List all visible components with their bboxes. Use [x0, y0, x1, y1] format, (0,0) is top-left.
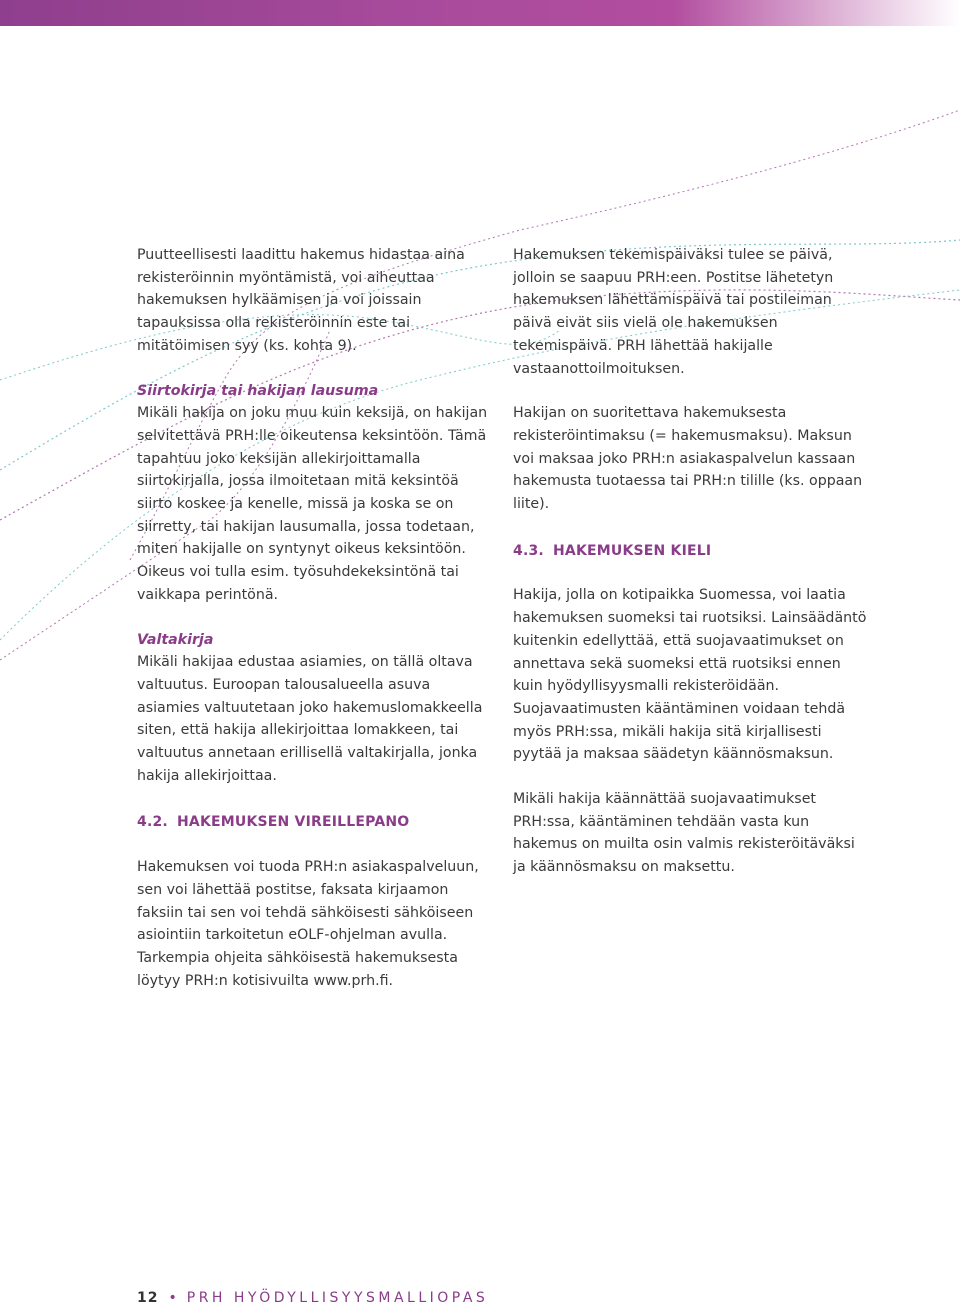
tekemispaiva-paragraph: Hakemuksen tekemispäiväksi tulee se päivä, jolloin se saapuu PRH:een. Postitse lähetetyn hakemuksen lähettämispäivä tai postileiman päivä eivät siis vielä ole hakemuksen tekemispäivä. PRH lähettää hakijalle vastaanottoilmoituksen. [513, 247, 834, 377]
page-footer [137, 1290, 488, 1306]
vireillepano-paragraph: Hakemuksen voi tuoda PRH:n asiakaspalveluun, sen voi lähettää postitse, faksata kirjaamon faksiin tai sen voi tehdä sähköisesti sähköiseen asiointiin tarkoitetun eOLF-ohjelman avulla. Tarkempia ohjeita sähköisestä hakemuksesta löytyy PRH:n kotisivuilta www.prh.fi. [137, 859, 479, 989]
section-number: 4.3. [513, 542, 544, 559]
publication-title: PRH HYÖDYLLISYYSMALLIOPAS [186, 1290, 489, 1306]
subheading-siirtokirja: Siirtokirja tai hakijan lausuma [137, 382, 379, 399]
valtakirja-paragraph: Mikäli hakijaa edustaa asiamies, on tällä oltava valtuutus. Euroopan talousalueella asuva asiamies valtuutetaan joko hakemuslomakkeella siten, että hakija allekirjoittaa lomakkeen, tai valtuutus annetaan erillisellä valtakirjalla, jonka hakija allekirjoittaa. [137, 654, 483, 784]
footer-separator: • [168, 1290, 177, 1306]
section-heading-4-2 [137, 811, 497, 834]
siirtokirja-paragraph: Mikäli hakija on joku muu kuin keksijä, on hakijan selvitettävä PRH:lle oikeutensa keksintöön. Tämä tapahtuu joko keksijän allekirjoittamalla siirtokirjalla, jossa ilmoitetaan mitä keksintöä siirto koskee ja kenelle, missä ja koska se on siirretty, tai hakijan lausumalla, jossa todetaan, miten hakijalle on syntynyt oikeus keksintöön. Oikeus voi tulla esim. työsuhdekeksintönä tai vaikkapa perintönä. [137, 405, 488, 603]
maksu-paragraph: Hakijan on suoritettava hakemuksesta rekisteröintimaksu (= hakemusmaksu). Maksun voi maksaa joko PRH:n asiakaspalvelun kassaan hakemusta tuotaessa tai PRH:n tilille (ks. oppaan liite). [513, 405, 863, 513]
intro-paragraph: Puutteellisesti laadittu hakemus hidastaa aina rekisteröinnin myöntämistä, voi aiheuttaa hakemuksen hylkäämisen ja voi joissain tapauksissa olla rekisteröinnin este tai mitätöimisen syy (ks. kohta 9). [137, 247, 465, 354]
section-title: HAKEMUKSEN KIELI [553, 542, 712, 559]
section-number: 4.2. [137, 814, 168, 831]
subheading-valtakirja: Valtakirja [137, 631, 214, 648]
page-number: 12 [137, 1290, 159, 1306]
section-title: HAKEMUKSEN VIREILLEPANO [177, 814, 410, 831]
kieli-paragraph: Hakija, jolla on kotipaikka Suomessa, voi laatia hakemuksen suomeksi tai ruotsiksi. Lainsäädäntö kuitenkin edellyttää, että suojavaatimukset on annettava sekä suomeksi että ruotsiksi ennen kuin hyödyllisyysmalli rekisteröidään. Suojavaatimusten kääntäminen voidaan tehdä myös PRH:ssa, mikäli hakija sitä kirjallisesti pyytää ja maksaa säädetyn käännösmaksun. [513, 587, 867, 763]
right-text-column [513, 244, 871, 879]
kaannos-paragraph: Mikäli hakija käännättää suojavaatimukset PRH:ssa, kääntäminen tehdään vasta kun hakemus on muilta osin valmis rekisteröitäväksi ja käännösmaksu on maksettu. [513, 791, 855, 876]
section-heading-4-3 [513, 540, 871, 563]
header-gradient-bar [0, 0, 960, 26]
left-text-column [137, 244, 497, 992]
